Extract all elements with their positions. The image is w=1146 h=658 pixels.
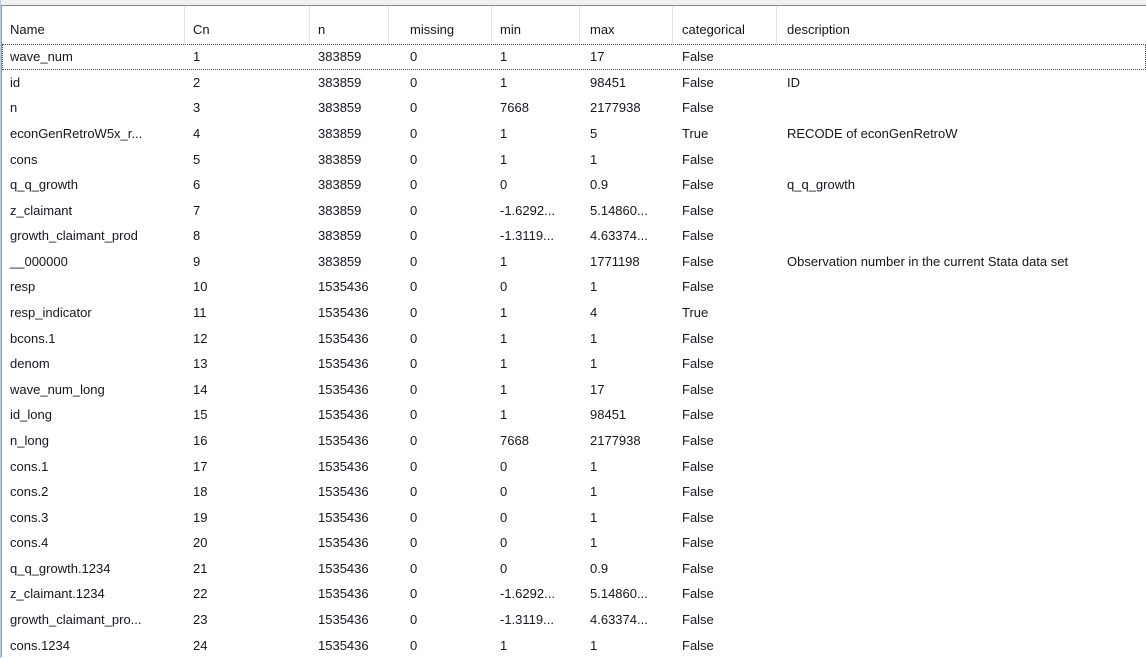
table-row[interactable] bbox=[2, 70, 1146, 96]
cell-categorical: False bbox=[682, 535, 714, 551]
table-row[interactable] bbox=[2, 402, 1146, 428]
table-row[interactable] bbox=[2, 121, 1146, 147]
cell-name: z_claimant bbox=[10, 202, 73, 218]
cell-cn: 17 bbox=[193, 458, 208, 474]
cell-n: 383859 bbox=[318, 49, 362, 65]
cell-cn: 7 bbox=[193, 202, 201, 218]
cell-n: 383859 bbox=[318, 253, 362, 269]
cell-n: 1535436 bbox=[318, 305, 369, 321]
cell-cn: 16 bbox=[193, 432, 208, 448]
cell-min: 0 bbox=[500, 484, 508, 500]
cell-name: n bbox=[10, 100, 18, 116]
cell-missing: 0 bbox=[410, 228, 418, 244]
cell-max: 1 bbox=[590, 151, 598, 167]
cell-missing: 0 bbox=[410, 381, 418, 397]
cell-categorical: False bbox=[682, 74, 714, 90]
table-row[interactable] bbox=[2, 453, 1146, 479]
column-header-description[interactable]: description bbox=[787, 22, 850, 37]
cell-missing: 0 bbox=[410, 612, 418, 627]
cell-min: 0 bbox=[500, 279, 508, 295]
cell-n: 383859 bbox=[318, 151, 362, 167]
cell-min: 1 bbox=[500, 330, 508, 346]
header-row bbox=[2, 6, 1146, 44]
rows bbox=[2, 44, 1146, 657]
cell-n: 1535436 bbox=[318, 484, 369, 500]
cell-categorical: False bbox=[682, 356, 714, 372]
cell-categorical: False bbox=[682, 407, 714, 423]
cell-max: 4.63374... bbox=[590, 228, 648, 244]
cell-categorical: False bbox=[682, 100, 714, 116]
cell-min: 7668 bbox=[500, 432, 529, 448]
cell-min: 1 bbox=[500, 407, 508, 423]
cell-missing: 0 bbox=[410, 484, 418, 500]
table-row[interactable] bbox=[2, 325, 1146, 351]
cell-categorical: False bbox=[682, 560, 714, 576]
table-row[interactable] bbox=[2, 223, 1146, 249]
cell-cn: 8 bbox=[193, 228, 201, 244]
cell-categorical: False bbox=[682, 228, 714, 244]
cell-max: 1 bbox=[590, 458, 598, 474]
cell-max: 1 bbox=[590, 535, 598, 551]
table-row[interactable] bbox=[2, 530, 1146, 556]
cell-min: 1 bbox=[500, 381, 508, 397]
cell-max: 2177938 bbox=[590, 432, 641, 448]
cell-name: growth_claimant_pro... bbox=[10, 612, 142, 627]
cell-cn: 4 bbox=[193, 126, 201, 142]
cell-description bbox=[777, 197, 1146, 223]
cell-missing: 0 bbox=[410, 407, 418, 423]
table-row[interactable] bbox=[2, 300, 1146, 326]
cell-n: 1535436 bbox=[318, 432, 369, 448]
cell-missing: 0 bbox=[410, 49, 418, 65]
cell-min: 0 bbox=[500, 560, 508, 576]
cell-categorical: True bbox=[682, 126, 709, 142]
column-header-categorical[interactable]: categorical bbox=[673, 6, 777, 44]
cell-categorical: False bbox=[682, 151, 714, 167]
cell-max: 2177938 bbox=[590, 100, 641, 116]
cell-cn: 3 bbox=[193, 100, 201, 116]
cell-missing: 0 bbox=[410, 305, 418, 321]
cell-description bbox=[777, 581, 1146, 607]
table-row[interactable] bbox=[2, 428, 1146, 454]
cell-name: id bbox=[10, 74, 21, 90]
table-row[interactable] bbox=[2, 95, 1146, 121]
cell-missing: 0 bbox=[410, 356, 418, 372]
cell-n: 1535436 bbox=[318, 535, 369, 551]
cell-name: z_claimant.1234 bbox=[10, 586, 105, 602]
cell-name: cons.1234 bbox=[10, 637, 70, 653]
table-row[interactable] bbox=[2, 197, 1146, 223]
cell-description bbox=[777, 146, 1146, 172]
cell-description bbox=[777, 453, 1146, 479]
cell-n: 1535436 bbox=[318, 356, 369, 372]
table-row[interactable] bbox=[2, 377, 1146, 403]
cell-cn: 13 bbox=[193, 356, 208, 372]
cell-max: 4.63374... bbox=[590, 612, 648, 627]
cell-cn: 20 bbox=[193, 535, 208, 551]
cell-cn: 1 bbox=[193, 49, 201, 65]
cell-min: 0 bbox=[500, 177, 508, 193]
cell-categorical: False bbox=[682, 637, 714, 653]
cell-categorical: False bbox=[682, 484, 714, 500]
cell-n: 1535436 bbox=[318, 381, 369, 397]
cell-categorical: False bbox=[682, 509, 714, 525]
cell-max: 1 bbox=[590, 330, 598, 346]
cell-cn: 14 bbox=[193, 381, 208, 397]
table-row[interactable] bbox=[2, 351, 1146, 377]
cell-description bbox=[777, 223, 1146, 249]
cell-min: 0 bbox=[500, 535, 508, 551]
cell-categorical: False bbox=[682, 612, 714, 627]
cell-description bbox=[777, 325, 1146, 351]
cell-name: resp bbox=[10, 279, 36, 295]
cell-name: growth_claimant_prod bbox=[10, 228, 138, 244]
cell-cn: 18 bbox=[193, 484, 208, 500]
cell-n: 383859 bbox=[318, 74, 362, 90]
cell-n: 1535436 bbox=[318, 637, 369, 653]
cell-name: cons.4 bbox=[10, 535, 49, 551]
cell-max: 98451 bbox=[590, 74, 627, 90]
cell-description bbox=[777, 556, 1146, 582]
cell-min: 7668 bbox=[500, 100, 529, 116]
column-header-missing[interactable]: missing bbox=[389, 6, 492, 44]
column-header-min[interactable]: min bbox=[492, 6, 580, 44]
cell-name: __000000 bbox=[10, 253, 68, 269]
cell-min: -1.6292... bbox=[500, 586, 555, 602]
cell-cn: 11 bbox=[193, 305, 207, 321]
cell-max: 1 bbox=[590, 356, 598, 372]
table-row[interactable] bbox=[2, 504, 1146, 530]
cell-description bbox=[777, 504, 1146, 530]
cell-name: cons bbox=[10, 151, 38, 167]
cell-name: wave_num_long bbox=[10, 381, 105, 397]
cell-missing: 0 bbox=[410, 202, 418, 218]
cell-missing: 0 bbox=[410, 432, 418, 448]
cell-missing: 0 bbox=[410, 151, 418, 167]
cell-min: 0 bbox=[500, 458, 508, 474]
cell-max: 5 bbox=[590, 126, 598, 142]
cell-missing: 0 bbox=[410, 177, 418, 193]
cell-categorical: False bbox=[682, 381, 714, 397]
cell-max: 98451 bbox=[590, 407, 627, 423]
cell-description bbox=[777, 351, 1146, 377]
cell-name: wave_num bbox=[10, 49, 73, 65]
cell-n: 1535436 bbox=[318, 330, 369, 346]
cell-min: 1 bbox=[500, 637, 508, 653]
cell-n: 1535436 bbox=[318, 612, 369, 627]
cell-max: 1 bbox=[590, 637, 598, 653]
cell-categorical: False bbox=[682, 279, 714, 295]
table-row[interactable] bbox=[2, 479, 1146, 505]
cell-missing: 0 bbox=[410, 253, 418, 269]
cell-missing: 0 bbox=[410, 560, 418, 576]
cell-max: 0.9 bbox=[590, 560, 609, 576]
cell-missing: 0 bbox=[410, 100, 418, 116]
cell-name: bcons.1 bbox=[10, 330, 56, 346]
cell-n: 383859 bbox=[318, 202, 362, 218]
cell-categorical: False bbox=[682, 586, 714, 602]
cell-description: Observation number in the current Stata data set bbox=[787, 253, 1069, 269]
cell-categorical: False bbox=[682, 253, 714, 269]
cell-max: 1 bbox=[590, 484, 598, 500]
cell-name: id_long bbox=[10, 407, 52, 423]
column-header-n[interactable]: n bbox=[310, 6, 389, 44]
cell-cn: 12 bbox=[193, 330, 208, 346]
cell-description bbox=[777, 402, 1146, 428]
cell-name: cons.2 bbox=[10, 484, 49, 500]
cell-max: 17 bbox=[590, 49, 605, 65]
cell-cn: 22 bbox=[193, 586, 208, 602]
cell-name: n_long bbox=[10, 432, 50, 448]
cell-description bbox=[777, 479, 1146, 505]
table-row[interactable] bbox=[2, 44, 1146, 70]
cell-missing: 0 bbox=[410, 330, 418, 346]
cell-name: q_q_growth bbox=[10, 177, 78, 193]
cell-missing: 0 bbox=[410, 74, 418, 90]
cell-cn: 23 bbox=[193, 612, 208, 627]
cell-cn: 21 bbox=[193, 560, 208, 576]
cell-cn: 10 bbox=[193, 279, 208, 295]
cell-name: resp_indicator bbox=[10, 305, 92, 321]
table-row[interactable] bbox=[2, 632, 1146, 657]
cell-max: 1 bbox=[590, 279, 598, 295]
cell-categorical: False bbox=[682, 458, 714, 474]
cell-n: 1535436 bbox=[318, 509, 369, 525]
cell-min: 1 bbox=[500, 253, 508, 269]
cell-description bbox=[777, 428, 1146, 454]
cell-max: 17 bbox=[590, 381, 605, 397]
cell-description: RECODE of econGenRetroW bbox=[787, 126, 958, 142]
cell-n: 383859 bbox=[318, 100, 362, 116]
cell-cn: 24 bbox=[193, 637, 208, 653]
cell-min: -1.6292... bbox=[500, 202, 555, 218]
cell-min: -1.3119... bbox=[500, 228, 554, 244]
variable-list-panel bbox=[1, 5, 1146, 657]
cell-max: 0.9 bbox=[590, 177, 609, 193]
cell-n: 1535436 bbox=[318, 560, 369, 576]
cell-max: 1 bbox=[590, 509, 598, 525]
cell-n: 383859 bbox=[318, 228, 362, 244]
cell-description bbox=[777, 607, 1146, 633]
cell-min: 1 bbox=[500, 356, 508, 372]
cell-description bbox=[777, 44, 1146, 70]
cell-description: q_q_growth bbox=[787, 177, 855, 193]
table-row[interactable] bbox=[2, 172, 1146, 198]
cell-categorical: False bbox=[682, 49, 714, 65]
cell-description: ID bbox=[787, 74, 800, 90]
cell-categorical: True bbox=[682, 305, 709, 321]
cell-description bbox=[777, 530, 1146, 556]
cell-cn: 6 bbox=[193, 177, 201, 193]
column-header-name[interactable]: Name bbox=[2, 6, 185, 44]
cell-min: 1 bbox=[500, 74, 508, 90]
cell-min: 1 bbox=[500, 49, 508, 65]
cell-n: 383859 bbox=[318, 177, 362, 193]
cell-missing: 0 bbox=[410, 637, 418, 653]
cell-cn: 2 bbox=[193, 74, 201, 90]
cell-min: 0 bbox=[500, 509, 508, 525]
cell-name: q_q_growth.1234 bbox=[10, 560, 111, 576]
cell-n: 383859 bbox=[318, 126, 362, 142]
cell-n: 1535436 bbox=[318, 279, 369, 295]
cell-categorical: False bbox=[682, 202, 714, 218]
cell-max: 4 bbox=[590, 305, 598, 321]
cell-n: 1535436 bbox=[318, 458, 369, 474]
cell-missing: 0 bbox=[410, 126, 418, 142]
cell-missing: 0 bbox=[410, 458, 418, 474]
cell-description bbox=[777, 274, 1146, 300]
table-row[interactable] bbox=[2, 556, 1146, 582]
cell-min: 1 bbox=[500, 305, 508, 321]
cell-description bbox=[777, 377, 1146, 403]
cell-name: cons.1 bbox=[10, 458, 49, 474]
column-header-cn[interactable]: Cn bbox=[185, 6, 310, 44]
cell-missing: 0 bbox=[410, 279, 418, 295]
cell-max: 1771198 bbox=[590, 253, 640, 269]
cell-name: cons.3 bbox=[10, 509, 49, 525]
cell-n: 1535436 bbox=[318, 586, 369, 602]
cell-description bbox=[777, 300, 1146, 326]
cell-max: 5.14860... bbox=[590, 586, 648, 602]
cell-categorical: False bbox=[682, 330, 714, 346]
cell-max: 5.14860... bbox=[590, 202, 648, 218]
column-header-max[interactable]: max bbox=[580, 6, 673, 44]
cell-cn: 15 bbox=[193, 407, 208, 423]
table-row[interactable] bbox=[2, 146, 1146, 172]
cell-name: denom bbox=[10, 356, 50, 372]
cell-categorical: False bbox=[682, 177, 714, 193]
cell-missing: 0 bbox=[410, 586, 418, 602]
cell-min: -1.3119... bbox=[500, 612, 554, 627]
cell-description bbox=[777, 632, 1146, 657]
cell-description bbox=[777, 95, 1146, 121]
cell-missing: 0 bbox=[410, 535, 418, 551]
cell-cn: 19 bbox=[193, 509, 208, 525]
cell-min: 1 bbox=[500, 126, 508, 142]
cell-missing: 0 bbox=[410, 509, 418, 525]
table-row[interactable] bbox=[2, 581, 1146, 607]
table-row[interactable] bbox=[2, 274, 1146, 300]
table-row[interactable] bbox=[2, 249, 1146, 275]
cell-min: 1 bbox=[500, 151, 508, 167]
cell-cn: 9 bbox=[193, 253, 201, 269]
table-row[interactable] bbox=[2, 607, 1146, 633]
cell-categorical: False bbox=[682, 432, 714, 448]
cell-n: 1535436 bbox=[318, 407, 369, 423]
cell-name: econGenRetroW5x_r... bbox=[10, 126, 143, 142]
cell-cn: 5 bbox=[193, 151, 201, 167]
